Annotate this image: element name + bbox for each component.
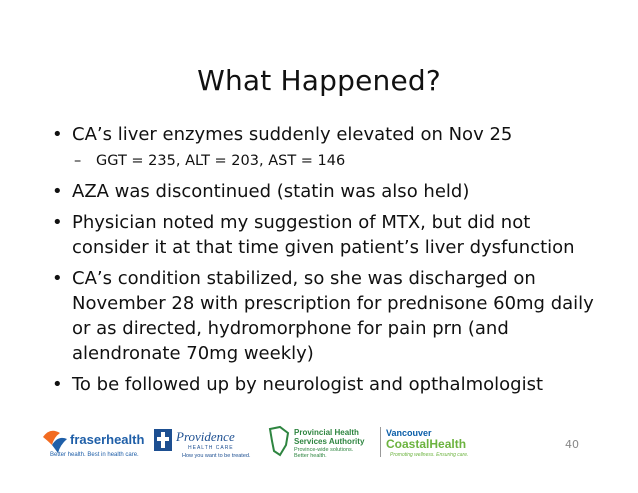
phsa-logo [266, 423, 376, 461]
bullet-item: • AZA was discontinued (statin was also held) [52, 179, 612, 204]
vch-logo [380, 423, 490, 461]
phsa-tagline2: Better health. [294, 453, 327, 459]
bullet-item: • Physician noted my suggestion of MTX, but did not consider it at that time given patient’s liver dysfunction [52, 210, 612, 260]
partner-logos-footer [40, 423, 588, 461]
providence-logo [152, 423, 262, 461]
vch-line2: CoastalHealth [386, 437, 467, 451]
page-number: 40 [565, 438, 579, 451]
phsa-line1: Provincial Health [294, 428, 359, 437]
phsa-icon [266, 423, 376, 461]
bullet-item: • To be followed up by neurologist and opthalmologist [52, 372, 612, 397]
sub-bullet-item: – GGT = 235, ALT = 203, AST = 146 [52, 151, 612, 171]
bullet-list [52, 122, 612, 403]
bullet-item: • CA’s liver enzymes suddenly elevated on Nov 25 [52, 122, 612, 147]
fraser-health-logo [40, 423, 158, 461]
bullet-item: • CA’s condition stabilized, so she was discharged on November 28 with prescription for prednisone 60mg daily or as directed, hydromorphone for pain prn (and alendronate 70mg weekly) [52, 266, 612, 366]
providence-sub: HEALTH CARE [188, 445, 234, 451]
fraser-name: fraserhealth [70, 432, 145, 447]
phsa-tagline1: Province-wide solutions. [294, 447, 354, 453]
slide-title: What Happened? [197, 64, 441, 97]
phsa-line2: Services Authority [294, 437, 365, 446]
fraser-health-icon [40, 423, 158, 461]
vch-tagline: Promoting wellness. Ensuring care. [390, 452, 469, 458]
providence-icon [152, 423, 262, 461]
providence-name: Providence [176, 429, 235, 444]
vch-icon [380, 423, 490, 461]
fraser-tagline: Better health. Best in health care. [50, 452, 139, 458]
providence-tagline: How you want to be treated. [182, 453, 251, 459]
vch-line1: Vancouver [386, 428, 432, 438]
